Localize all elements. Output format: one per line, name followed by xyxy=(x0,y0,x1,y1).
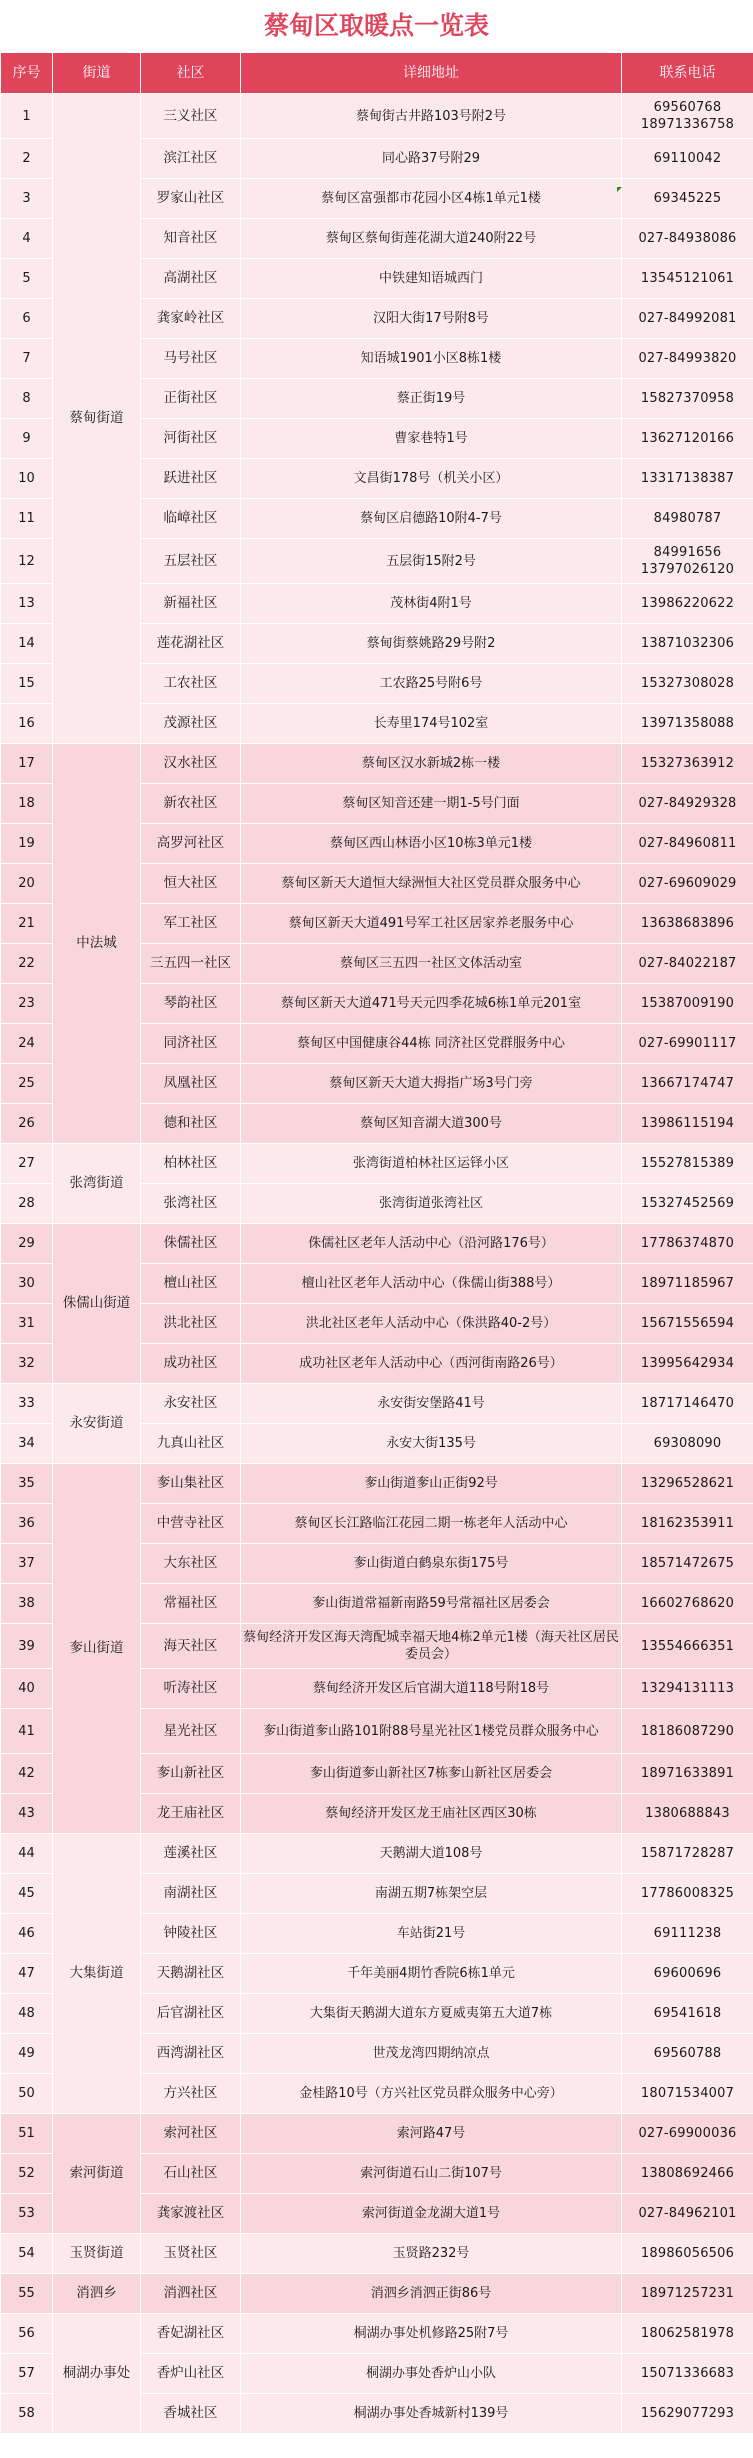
row-street: 张湾街道 xyxy=(53,1144,141,1224)
row-community: 成功社区 xyxy=(141,1344,241,1384)
table-row xyxy=(1,2274,753,2314)
row-phone: 13294131113 xyxy=(622,1669,753,1709)
row-phone: 84991656 13797026120 xyxy=(622,539,753,584)
row-phone: 15871728287 xyxy=(622,1834,753,1874)
row-seq: 56 xyxy=(1,2314,53,2354)
row-community: 奓山集社区 xyxy=(141,1464,241,1504)
row-community: 柏林社区 xyxy=(141,1144,241,1184)
row-community: 钟陵社区 xyxy=(141,1914,241,1954)
row-community: 滨江社区 xyxy=(141,139,241,179)
row-phone: 027-69900036 xyxy=(622,2114,753,2154)
row-phone: 13554666351 xyxy=(622,1624,753,1669)
row-phone: 18571472675 xyxy=(622,1544,753,1584)
row-address: 桐湖办事处香城新村139号 xyxy=(241,2394,622,2434)
row-community: 莲花湖社区 xyxy=(141,624,241,664)
row-community: 凤凰社区 xyxy=(141,1064,241,1104)
header-street: 街道 xyxy=(53,53,141,94)
row-community: 工农社区 xyxy=(141,664,241,704)
row-phone: 13317138387 xyxy=(622,459,753,499)
row-address: 永安大街135号 xyxy=(241,1424,622,1464)
row-seq: 40 xyxy=(1,1669,53,1709)
row-address: 蔡甸区知音湖大道300号 xyxy=(241,1104,622,1144)
table-row xyxy=(1,2314,753,2354)
table-row xyxy=(1,2114,753,2154)
row-address: 索河路47号 xyxy=(241,2114,622,2154)
row-address: 金桂路10号（方兴社区党员群众服务中心旁） xyxy=(241,2074,622,2114)
row-address: 蔡甸区启德路10附4-7号 xyxy=(241,499,622,539)
row-community: 临嶂社区 xyxy=(141,499,241,539)
row-community: 高湖社区 xyxy=(141,259,241,299)
row-community: 星光社区 xyxy=(141,1709,241,1754)
row-address: 蔡甸经济开发区海天湾配城幸福天地4栋2单元1楼（海天社区居民委员会） xyxy=(241,1624,622,1669)
row-seq: 22 xyxy=(1,944,53,984)
row-seq: 27 xyxy=(1,1144,53,1184)
row-address: 奓山街道白鹤泉东街175号 xyxy=(241,1544,622,1584)
row-seq: 46 xyxy=(1,1914,53,1954)
row-community: 石山社区 xyxy=(141,2154,241,2194)
row-phone: 15071336683 xyxy=(622,2354,753,2394)
row-phone: 18971257231 xyxy=(622,2274,753,2314)
row-community: 三义社区 xyxy=(141,94,241,139)
row-address: 蔡甸区新天大道大拇指广场3号门旁 xyxy=(241,1064,622,1104)
row-seq: 18 xyxy=(1,784,53,824)
row-community: 高罗河社区 xyxy=(141,824,241,864)
row-phone: 027-84992081 xyxy=(622,299,753,339)
row-phone: 027-84993820 xyxy=(622,339,753,379)
row-community: 汉水社区 xyxy=(141,744,241,784)
row-community: 索河社区 xyxy=(141,2114,241,2154)
row-community: 新福社区 xyxy=(141,584,241,624)
row-community: 洪北社区 xyxy=(141,1304,241,1344)
row-address: 蔡甸区知音还建一期1-5号门面 xyxy=(241,784,622,824)
row-address: 张湾街道柏林社区运铎小区 xyxy=(241,1144,622,1184)
row-phone: 13995642934 xyxy=(622,1344,753,1384)
row-address: 蔡甸区富强都市花园小区4栋1单元1楼 xyxy=(241,179,622,219)
row-community: 莲溪社区 xyxy=(141,1834,241,1874)
row-address: 文昌街178号（机关小区） xyxy=(241,459,622,499)
row-seq: 7 xyxy=(1,339,53,379)
row-community: 中营寺社区 xyxy=(141,1504,241,1544)
row-seq: 32 xyxy=(1,1344,53,1384)
row-phone: 69560788 xyxy=(622,2034,753,2074)
row-seq: 35 xyxy=(1,1464,53,1504)
row-seq: 49 xyxy=(1,2034,53,2074)
row-address: 茂林街4附1号 xyxy=(241,584,622,624)
row-phone: 18971633891 xyxy=(622,1754,753,1794)
row-phone: 17786008325 xyxy=(622,1874,753,1914)
row-phone: 027-84938086 xyxy=(622,219,753,259)
row-phone: 15327363912 xyxy=(622,744,753,784)
row-community: 奓山新社区 xyxy=(141,1754,241,1794)
row-community: 后官湖社区 xyxy=(141,1994,241,2034)
row-seq: 54 xyxy=(1,2234,53,2274)
row-address: 大集街天鹅湖大道东方夏威夷第五大道7栋 xyxy=(241,1994,622,2034)
row-community: 跃进社区 xyxy=(141,459,241,499)
row-seq: 30 xyxy=(1,1264,53,1304)
row-address: 蔡甸区汉水新城2栋一楼 xyxy=(241,744,622,784)
row-seq: 28 xyxy=(1,1184,53,1224)
row-phone: 13871032306 xyxy=(622,624,753,664)
row-address: 知语城1901小区8栋1楼 xyxy=(241,339,622,379)
row-address: 蔡甸区新天大道恒大绿洲恒大社区党员群众服务中心 xyxy=(241,864,622,904)
row-seq: 29 xyxy=(1,1224,53,1264)
row-phone: 13296528621 xyxy=(622,1464,753,1504)
row-phone: 027-84962101 xyxy=(622,2194,753,2234)
row-street: 永安街道 xyxy=(53,1384,141,1464)
row-community: 新农社区 xyxy=(141,784,241,824)
row-address: 蔡正街19号 xyxy=(241,379,622,419)
row-address: 蔡甸经济开发区龙王庙社区西区30栋 xyxy=(241,1794,622,1834)
row-seq: 21 xyxy=(1,904,53,944)
table-body xyxy=(1,94,753,2434)
row-address: 蔡甸区三五四一社区文体活动室 xyxy=(241,944,622,984)
row-address: 奓山街道奓山正街92号 xyxy=(241,1464,622,1504)
row-phone: 18062581978 xyxy=(622,2314,753,2354)
table-row xyxy=(1,744,753,784)
row-seq: 26 xyxy=(1,1104,53,1144)
row-phone: 18186087290 xyxy=(622,1709,753,1754)
row-phone: 027-84929328 xyxy=(622,784,753,824)
row-address: 檀山社区老年人活动中心（侏儒山街388号） xyxy=(241,1264,622,1304)
row-seq: 53 xyxy=(1,2194,53,2234)
row-seq: 51 xyxy=(1,2114,53,2154)
row-address: 世茂龙湾四期纳凉点 xyxy=(241,2034,622,2074)
row-seq: 17 xyxy=(1,744,53,784)
row-address: 长寿里174号102室 xyxy=(241,704,622,744)
row-address: 蔡甸区蔡甸街莲花湖大道240附22号 xyxy=(241,219,622,259)
row-seq: 38 xyxy=(1,1584,53,1624)
row-phone: 69110042 xyxy=(622,139,753,179)
row-community: 罗家山社区 xyxy=(141,179,241,219)
header-seq: 序号 xyxy=(1,53,53,94)
row-phone: 13667174747 xyxy=(622,1064,753,1104)
row-seq: 12 xyxy=(1,539,53,584)
row-phone: 13638683896 xyxy=(622,904,753,944)
row-community: 琴韵社区 xyxy=(141,984,241,1024)
row-community: 军工社区 xyxy=(141,904,241,944)
row-seq: 36 xyxy=(1,1504,53,1544)
row-seq: 5 xyxy=(1,259,53,299)
row-phone: 13986220622 xyxy=(622,584,753,624)
row-phone: 15327452569 xyxy=(622,1184,753,1224)
row-street: 中法城 xyxy=(53,744,141,1144)
row-seq: 8 xyxy=(1,379,53,419)
row-seq: 9 xyxy=(1,419,53,459)
row-community: 马号社区 xyxy=(141,339,241,379)
row-phone: 027-69901117 xyxy=(622,1024,753,1064)
row-address: 蔡甸街蔡姚路29号附2 xyxy=(241,624,622,664)
row-address: 工农路25号附6号 xyxy=(241,664,622,704)
row-address: 索河街道石山二街107号 xyxy=(241,2154,622,2194)
row-seq: 11 xyxy=(1,499,53,539)
heating-points-table xyxy=(0,52,753,2434)
row-street: 玉贤街道 xyxy=(53,2234,141,2274)
row-phone: 69111238 xyxy=(622,1914,753,1954)
row-community: 玉贤社区 xyxy=(141,2234,241,2274)
row-community: 龚家岭社区 xyxy=(141,299,241,339)
row-community: 香妃湖社区 xyxy=(141,2314,241,2354)
row-address: 奓山街道奓山路101附88号星光社区1楼党员群众服务中心 xyxy=(241,1709,622,1754)
row-phone: 69560768 18971336758 xyxy=(622,94,753,139)
row-seq: 34 xyxy=(1,1424,53,1464)
row-community: 龚家渡社区 xyxy=(141,2194,241,2234)
row-street: 大集街道 xyxy=(53,1834,141,2114)
row-community: 知音社区 xyxy=(141,219,241,259)
row-phone: 18971185967 xyxy=(622,1264,753,1304)
row-phone: 18986056506 xyxy=(622,2234,753,2274)
row-phone: 13808692466 xyxy=(622,2154,753,2194)
row-community: 消泗社区 xyxy=(141,2274,241,2314)
row-community: 檀山社区 xyxy=(141,1264,241,1304)
page-title: 蔡甸区取暖点一览表 xyxy=(0,0,753,52)
row-seq: 10 xyxy=(1,459,53,499)
row-address: 蔡甸区新天大道491号军工社区居家养老服务中心 xyxy=(241,904,622,944)
row-community: 侏儒社区 xyxy=(141,1224,241,1264)
row-phone: 18717146470 xyxy=(622,1384,753,1424)
row-address: 天鹅湖大道108号 xyxy=(241,1834,622,1874)
row-phone: 84980787 xyxy=(622,499,753,539)
row-seq: 42 xyxy=(1,1754,53,1794)
row-address: 蔡甸街古井路103号附2号 xyxy=(241,94,622,139)
row-address: 中铁建知语城西门 xyxy=(241,259,622,299)
row-street: 蔡甸街道 xyxy=(53,94,141,744)
table-row xyxy=(1,94,753,139)
row-street: 桐湖办事处 xyxy=(53,2314,141,2434)
row-address: 蔡甸区西山林语小区10栋3单元1楼 xyxy=(241,824,622,864)
row-community: 南湖社区 xyxy=(141,1874,241,1914)
row-address: 侏儒社区老年人活动中心（沿河路176号） xyxy=(241,1224,622,1264)
header-community: 社区 xyxy=(141,53,241,94)
row-community: 海天社区 xyxy=(141,1624,241,1669)
row-community: 九真山社区 xyxy=(141,1424,241,1464)
row-community: 大东社区 xyxy=(141,1544,241,1584)
row-address: 千年美丽4期竹香院6栋1单元 xyxy=(241,1954,622,1994)
row-seq: 2 xyxy=(1,139,53,179)
row-community: 张湾社区 xyxy=(141,1184,241,1224)
row-community: 三五四一社区 xyxy=(141,944,241,984)
row-address: 曹家巷特1号 xyxy=(241,419,622,459)
row-phone: 15327308028 xyxy=(622,664,753,704)
row-phone: 15827370958 xyxy=(622,379,753,419)
row-phone: 1380688843 xyxy=(622,1794,753,1834)
row-street: 侏儒山街道 xyxy=(53,1224,141,1384)
row-phone: 16602768620 xyxy=(622,1584,753,1624)
row-community: 天鹅湖社区 xyxy=(141,1954,241,1994)
row-address: 蔡甸区长江路临江花园二期一栋老年人活动中心 xyxy=(241,1504,622,1544)
row-phone: 13545121061 xyxy=(622,259,753,299)
row-address: 奓山街道常福新南路59号常福社区居委会 xyxy=(241,1584,622,1624)
table-row xyxy=(1,1384,753,1424)
row-seq: 14 xyxy=(1,624,53,664)
row-seq: 13 xyxy=(1,584,53,624)
row-seq: 39 xyxy=(1,1624,53,1669)
row-community: 方兴社区 xyxy=(141,2074,241,2114)
row-seq: 44 xyxy=(1,1834,53,1874)
row-seq: 23 xyxy=(1,984,53,1024)
row-phone: 13627120166 xyxy=(622,419,753,459)
row-address: 蔡甸经济开发区后官湖大道118号附18号 xyxy=(241,1669,622,1709)
row-address: 洪北社区老年人活动中心（侏洪路40-2号） xyxy=(241,1304,622,1344)
row-address: 蔡甸区新天大道471号天元四季花城6栋1单元201室 xyxy=(241,984,622,1024)
row-community: 香城社区 xyxy=(141,2394,241,2434)
row-phone: 18162353911 xyxy=(622,1504,753,1544)
row-seq: 58 xyxy=(1,2394,53,2434)
row-seq: 31 xyxy=(1,1304,53,1344)
row-phone: 13971358088 xyxy=(622,704,753,744)
header-address: 详细地址 xyxy=(241,53,622,94)
row-community: 河街社区 xyxy=(141,419,241,459)
row-phone: 69308090 xyxy=(622,1424,753,1464)
row-address: 成功社区老年人活动中心（西河街南路26号） xyxy=(241,1344,622,1384)
row-street: 索河街道 xyxy=(53,2114,141,2234)
table-row xyxy=(1,2234,753,2274)
row-community: 恒大社区 xyxy=(141,864,241,904)
row-community: 五层社区 xyxy=(141,539,241,584)
row-community: 龙王庙社区 xyxy=(141,1794,241,1834)
row-address: 蔡甸区中国健康谷44栋 同济社区党群服务中心 xyxy=(241,1024,622,1064)
row-address: 桐湖办事处香炉山小队 xyxy=(241,2354,622,2394)
row-seq: 16 xyxy=(1,704,53,744)
row-phone: 027-69609029 xyxy=(622,864,753,904)
row-address: 汉阳大街17号附8号 xyxy=(241,299,622,339)
row-seq: 48 xyxy=(1,1994,53,2034)
row-community: 西湾湖社区 xyxy=(141,2034,241,2074)
row-phone: 15671556594 xyxy=(622,1304,753,1344)
row-community: 常福社区 xyxy=(141,1584,241,1624)
row-phone: 69345225 xyxy=(622,179,753,219)
row-phone: 15527815389 xyxy=(622,1144,753,1184)
row-seq: 45 xyxy=(1,1874,53,1914)
row-phone: 69600696 xyxy=(622,1954,753,1994)
row-seq: 1 xyxy=(1,94,53,139)
row-phone: 17786374870 xyxy=(622,1224,753,1264)
row-seq: 50 xyxy=(1,2074,53,2114)
row-community: 正街社区 xyxy=(141,379,241,419)
row-address: 奓山街道奓山新社区7栋奓山新社区居委会 xyxy=(241,1754,622,1794)
row-seq: 43 xyxy=(1,1794,53,1834)
row-seq: 25 xyxy=(1,1064,53,1104)
table-row xyxy=(1,1834,753,1874)
row-address: 消泗乡消泗正街86号 xyxy=(241,2274,622,2314)
row-seq: 47 xyxy=(1,1954,53,1994)
row-seq: 6 xyxy=(1,299,53,339)
row-community: 德和社区 xyxy=(141,1104,241,1144)
table-row xyxy=(1,1464,753,1504)
row-address: 南湖五期7栋架空层 xyxy=(241,1874,622,1914)
row-seq: 15 xyxy=(1,664,53,704)
row-phone: 15387009190 xyxy=(622,984,753,1024)
row-phone: 027-84022187 xyxy=(622,944,753,984)
row-community: 香炉山社区 xyxy=(141,2354,241,2394)
row-seq: 41 xyxy=(1,1709,53,1754)
row-seq: 57 xyxy=(1,2354,53,2394)
row-street: 消泗乡 xyxy=(53,2274,141,2314)
row-phone: 027-84960811 xyxy=(622,824,753,864)
row-community: 茂源社区 xyxy=(141,704,241,744)
row-phone: 15629077293 xyxy=(622,2394,753,2434)
row-seq: 37 xyxy=(1,1544,53,1584)
row-seq: 4 xyxy=(1,219,53,259)
row-community: 永安社区 xyxy=(141,1384,241,1424)
row-seq: 24 xyxy=(1,1024,53,1064)
header-phone: 联系电话 xyxy=(622,53,753,94)
row-address: 玉贤路232号 xyxy=(241,2234,622,2274)
row-phone: 18071534007 xyxy=(622,2074,753,2114)
table-header-row xyxy=(1,53,753,94)
row-community: 同济社区 xyxy=(141,1024,241,1064)
row-community: 听涛社区 xyxy=(141,1669,241,1709)
table-row xyxy=(1,1144,753,1184)
row-address: 车站街21号 xyxy=(241,1914,622,1954)
row-seq: 19 xyxy=(1,824,53,864)
row-address: 张湾街道张湾社区 xyxy=(241,1184,622,1224)
row-address: 索河街道金龙湖大道1号 xyxy=(241,2194,622,2234)
row-address: 五层街15附2号 xyxy=(241,539,622,584)
row-seq: 52 xyxy=(1,2154,53,2194)
row-seq: 33 xyxy=(1,1384,53,1424)
row-street: 奓山街道 xyxy=(53,1464,141,1834)
row-address: 永安街安堡路41号 xyxy=(241,1384,622,1424)
table-row xyxy=(1,1224,753,1264)
row-seq: 55 xyxy=(1,2274,53,2314)
row-address: 桐湖办事处机修路25附7号 xyxy=(241,2314,622,2354)
row-address: 同心路37号附29 xyxy=(241,139,622,179)
row-seq: 20 xyxy=(1,864,53,904)
row-phone: 13986115194 xyxy=(622,1104,753,1144)
row-seq: 3 xyxy=(1,179,53,219)
row-phone: 69541618 xyxy=(622,1994,753,2034)
cell-comment-marker xyxy=(617,187,622,192)
